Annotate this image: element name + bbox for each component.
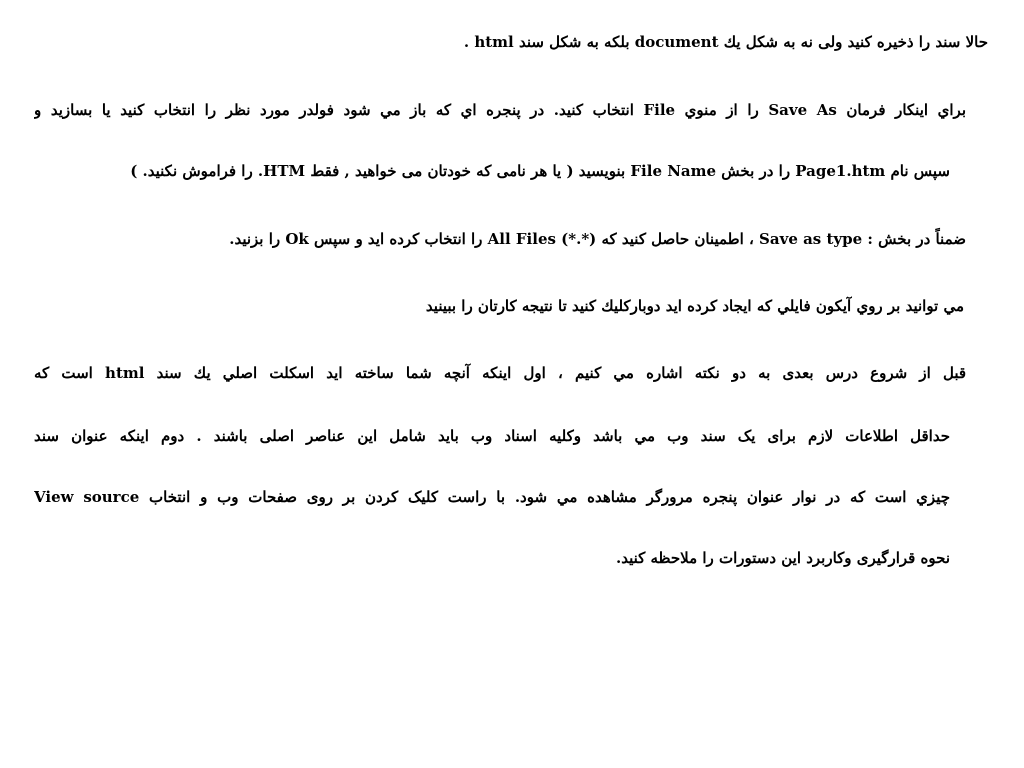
text-line-9: نحوه قرارگيری وكاربرد اين دستورات را ملاحظه كنيد.	[615, 549, 950, 567]
text-line-7: حداقل اطلاعات لازم برای یک سند وب مي باشد وكليه اسناد وب بايد شامل اين عناصر اصلی باشند . دوم اينكه عنوان سند	[34, 427, 950, 445]
text-line-6: قبل از شروع درس بعدی به دو نكته اشاره مي كنيم ، اول اينكه آنچه شما ساخته ايد اسكلت اصلي يك سند html است كه	[34, 364, 966, 382]
text-line-4: ضمناً در بخش : Save as type ، اطمينان حاصل كنيد كه (*.*) All Files را انتخاب كرده ايد و سپس Ok را بزنيد.	[229, 230, 966, 248]
text-line-2: براي اينكار فرمان Save As را از منوي File انتخاب كنيد. در پنجره اي كه باز مي شود فولدر مورد نظر را انتخاب كنيد يا بسازيد و	[34, 101, 966, 119]
text-line-3: سپس نام Page1.htm را در بخش File Name بنويسيد ( يا هر نامی كه خودتان می خواهيد , فقط HTM. را فراموش نكنيد. )	[130, 162, 950, 180]
text-line-8: چيزي است كه در نوار عنوان پنجره مرورگر مشاهده مي شود. با راست كليک كردن بر روی صفحات وب و انتخاب View source	[34, 488, 950, 506]
text-line-5: مي توانيد بر روي آيكون فايلي كه ايجاد كرده ايد دوباركليك كنيد تا نتيجه كارتان را ببينيد	[425, 297, 964, 315]
text-line-1: حالا سند را ذخيره كنيد ولی نه به شكل يك document بلكه به شكل سند html .	[463, 33, 988, 51]
